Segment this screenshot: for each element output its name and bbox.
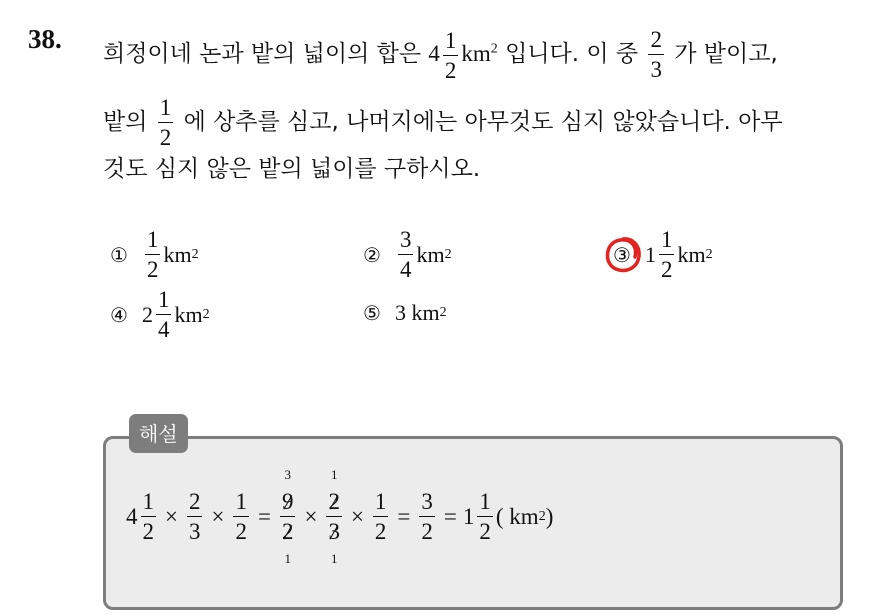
question-number: 38. (28, 24, 62, 54)
cancelled-fraction-1: 3 9 2 1 (281, 467, 294, 566)
field-fraction: $\frac{2}{3}$ (650, 27, 662, 82)
question-line-3: 것도 심지 않은 밭의 넓이를 구하시오. (103, 156, 481, 182)
lettuce-fraction: $\frac{1}{2}$ (159, 95, 172, 150)
question-line-2 (103, 96, 783, 149)
option-2[interactable]: ② $\frac{3}{4}$ km 2 (363, 227, 452, 282)
total-area: 4 $\frac{1}{2}$ $km^2$ (428, 28, 498, 84)
question-text-1c: 가 밭이고, (674, 41, 778, 67)
solution-tag: 해설 (129, 414, 188, 453)
question-text-1b: 입니다. 이 중 (505, 41, 639, 67)
cancelled-fraction-2: 1 2 3 1 (328, 467, 340, 566)
question-text-2a: 밭의 (103, 109, 148, 135)
selected-answer-circle (604, 236, 642, 274)
option-5[interactable]: ⑤ 3 km 2 (363, 300, 447, 325)
solution-equation: 4 $\frac{1}{2}$ × $\frac{2}{3}$ × $\frac{1}{2}$ = 3 9 2 1 × 1 2 3 1 × $\frac{1}{2}$ = $\frac{3}{2}$ = 1 $\frac{1}{2}$ ( km 2 ) (126, 467, 554, 566)
question-text-2b: 에 상추를 심고, 나머지에는 아무것도 심지 않았습니다. 아무 (183, 109, 783, 135)
option-1[interactable]: ① $\frac{1}{2}$ km 2 (110, 227, 199, 282)
option-4[interactable]: ④ 2 $\frac{1}{4}$ km 2 (110, 287, 210, 342)
question-line-1 (103, 28, 778, 82)
option-3[interactable]: ③ 1 $\frac{1}{2}$ km 2 (613, 227, 713, 282)
question-text-1a: 희정이네 논과 밭의 넓이의 합은 (103, 41, 422, 67)
